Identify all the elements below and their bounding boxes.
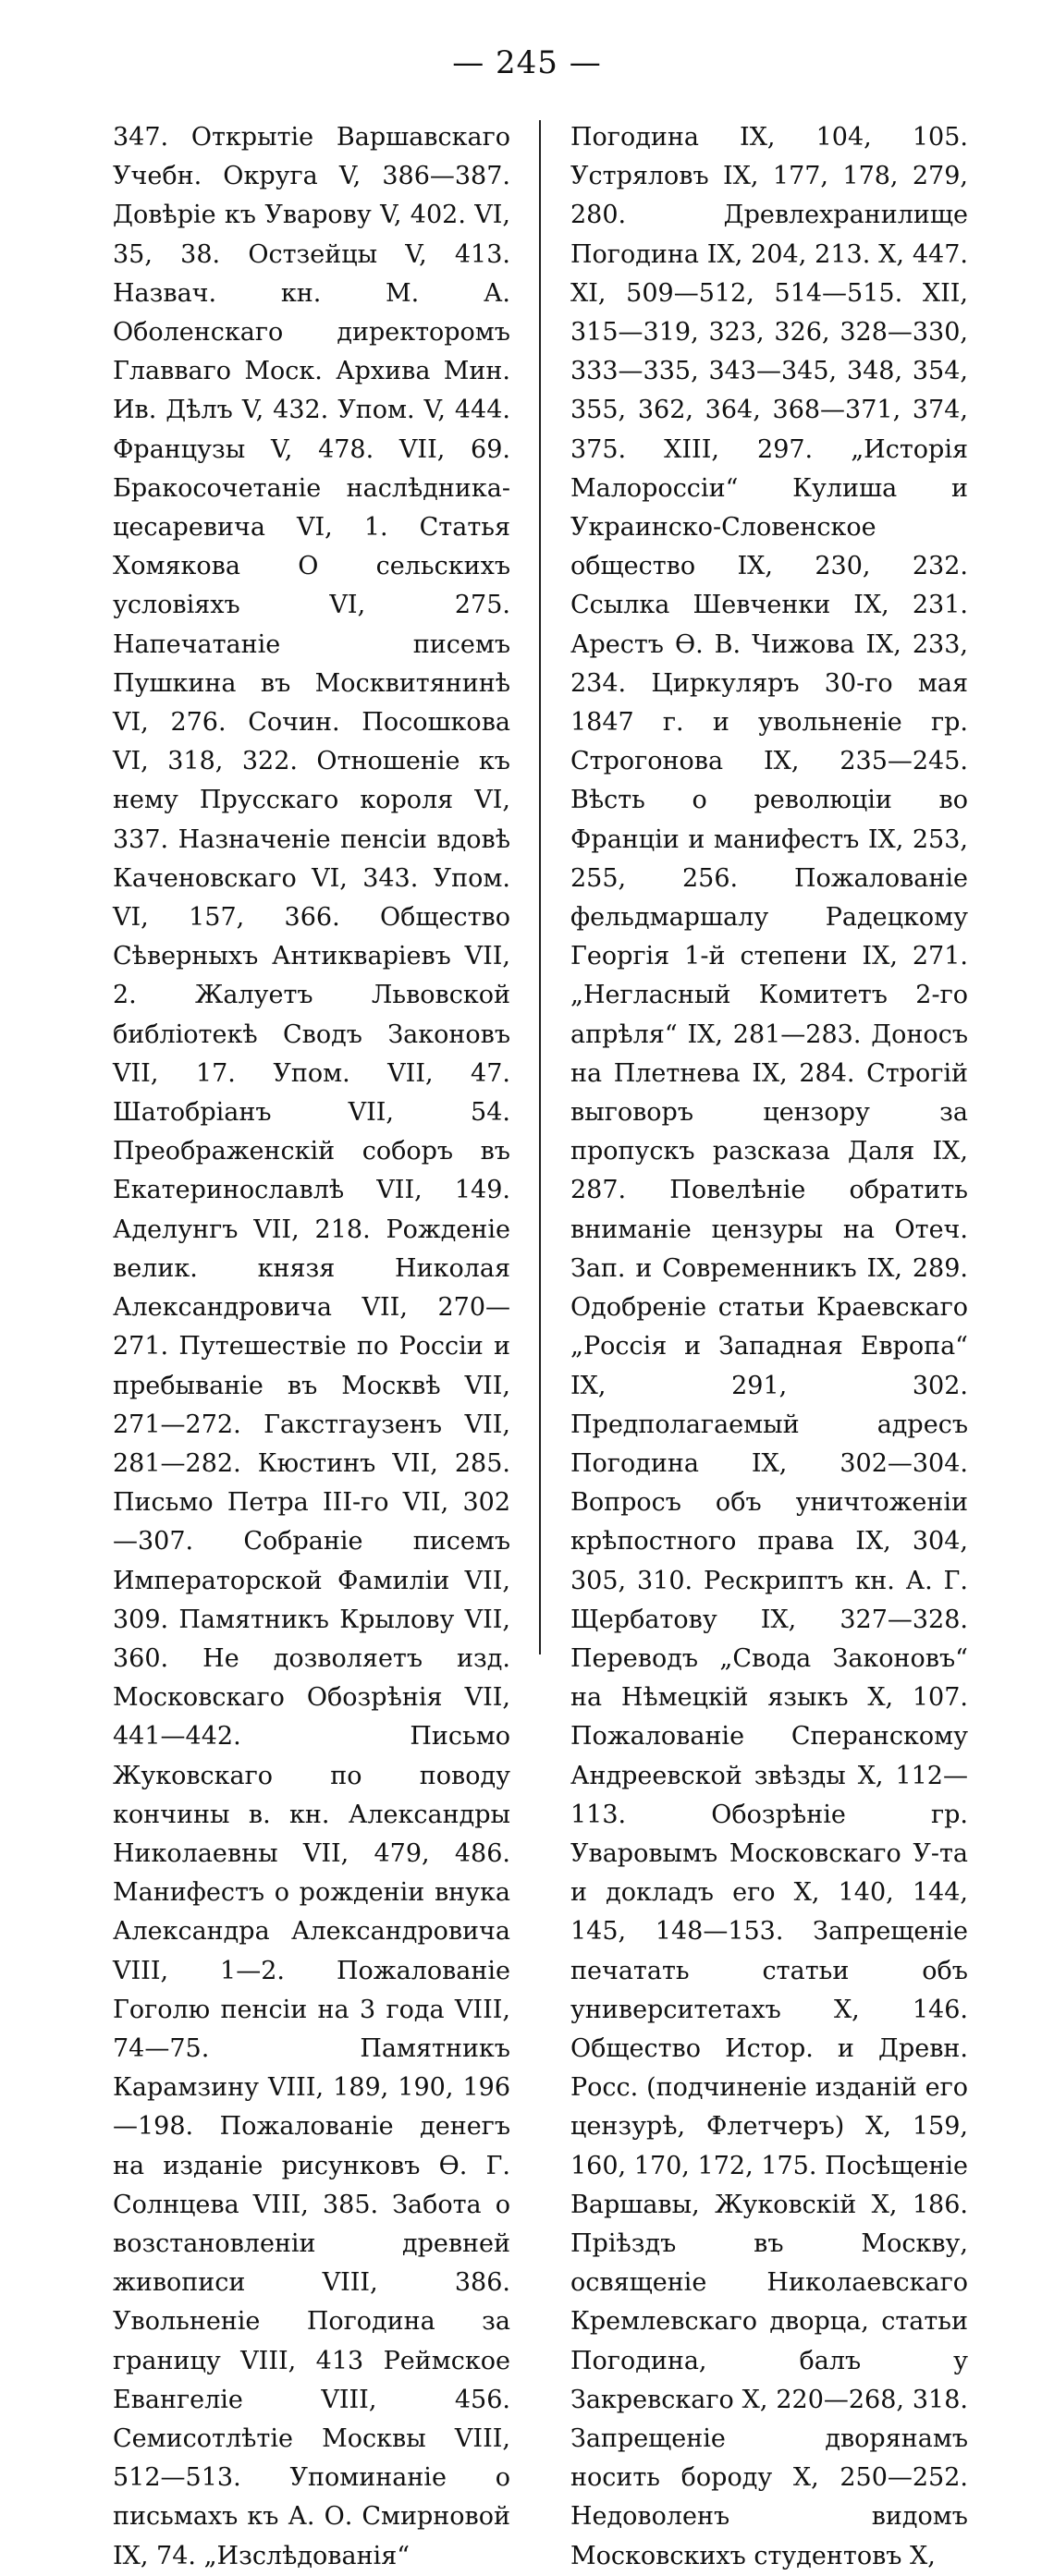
right-column-text: Погодина IX, 104, 105. Устряловъ IX, 177, 178, 279, 280. Древлехранилище Погодина IX, 204, 213. X, 447. XI, 509—512, 514—515. XII, 315—319, 323, 326, 328—330, 333—335, 343—345, 348, 354, 355, 362, 364, 368—371, 374, 375. XIII, 297. „Исторія Малороссіи“ Кулиша и Украинско-Словенское общество IX, 230, 232. Ссылка Шевченки IX, 231. Арестъ Ѳ. В. Чижова IX, 233, 234. Циркуляръ 30-го мая 1847 г. и увольненіе гр. Строгонова IX, 235—245. Вѣсть о революціи во Франціи и манифестъ IX, 253, 255, 256. Пожалованіе фельдмаршалу Радецкому Георгія 1-й степени IX, 271. „Негласный Комитетъ 2-го апрѣля“ IX, 281—283. Доносъ на Плетнева IX, 284. Строгій выговоръ цензору за пропускъ разсказа Даля IX, 287. Повелѣніе обратить вниманіе цензуры на Отеч. Зап. и Современникъ IX, 289. Одобреніе статьи Краевскаго „Россія и Западная Европа“ IX, 291, 302. Предполагаемый адресъ Погодина IX, 302—304. Вопросъ объ уничтоженіи крѣпостного права IX, 304, 305, 310. Рескриптъ кн. А. Г. Щербатову IX, 327—328. Переводъ „Свода Законовъ“ на Нѣмецкій языкъ X, 107. Пожалованіе Сперанскому Андреевской звѣзды X, 112—113. Обозрѣніе гр. Уваровымъ Московскаго У-та и докладъ его X, 140, 144, 145, 148—153. Запрещеніе печатать статьи объ университетахъ X, 146. Общество Истор. и Древн. Росс. (подчиненіе изданій его цензурѣ, Флетчеръ) X, 159, 160, 170, 172, 175. Посѣщеніе Варшавы, Жуковскій X, 186. Пріѣздъ въ Москву, освященіе Николаевскаго Кремлевскаго дворца, статьи Погодина, балъ у Закревскаго X, 220—268, 318. Запрещеніе дворянамъ носить бороду X, 250—252. Недоволенъ видомъ Московскихъ студентовъ X, xyxy=(570,123,968,2570)
left-column-text: 347. Открытіе Варшавскаго Учебн. Округа V, 386—387. Довѣріе къ Уварову V, 402. VI, 35, 38. Остзейцы V, 413. Назвач. кн. М. А. Оболенскаго директоромъ Главваго Моск. Архива Мин. Ив. Дѣлъ V, 432. Упом. V, 444. Французы V, 478. VII, 69. Бракосочетаніе наслѣдника-цесаревича VI, 1. Статья Хомякова О сельскихъ условіяхъ VI, 275. Напечатаніе писемъ Пушкина въ Москвитянинѣ VI, 276. Сочин. Посошкова VI, 318, 322. Отношеніе къ нему Прусскаго короля VI, 337. Назначеніе пенсіи вдовѣ Каченовскаго VI, 343. Упом. VI, 157, 366. Общество Сѣверныхъ Антикваріевъ VII, 2. Жалуетъ Львовской библіотекѣ Сводъ Законовъ VII, 17. Упом. VII, 47. Шатобріанъ VII, 54. Преображенскій соборъ въ Екатеринославлѣ VII, 149. Аделунгъ VII, 218. Рожденіе велик. князя Николая Александровича VII, 270—271. Путешествіе по Россіи и пребываніе въ Москвѣ VII, 271—272. Гакстгаузенъ VII, 281—282. Кюстинъ VII, 285. Письмо Петра III-го VII, 302—307. Собраніе писемъ Императорской Фамиліи VII, 309. Памятникъ Крылову VII, 360. Не дозволяетъ изд. Московскаго Обозрѣнія VII, 441—442. Письмо Жуковскаго по поводу кончины в. кн. Александры Николаевны VII, 479, 486. Манифестъ о рожденіи внука Александра Александровича VIII, 1—2. Пожалованіе Гоголю пенсіи на 3 года VIII, 74—75. Памятникъ Карамзину VIII, 189, 190, 196—198. Пожалованіе денегъ на изданіе рисунковъ Ѳ. Г. Солнцева VIII, 385. Забота о возстановленіи древней живописи VIII, 386. Увольненіе Погодина за границу VIII, 413 Реймское Евангеліе VIII, 456. Семисотлѣтіе Москвы VIII, 512—513. Упоминаніе о письмахъ къ А. О. Смирновой IX, 74. „Изслѣдованія“ xyxy=(113,123,510,2570)
left-column xyxy=(113,118,510,2576)
column-divider xyxy=(539,120,541,1654)
page-number: — 245 — xyxy=(452,44,602,81)
right-column xyxy=(570,118,968,2576)
